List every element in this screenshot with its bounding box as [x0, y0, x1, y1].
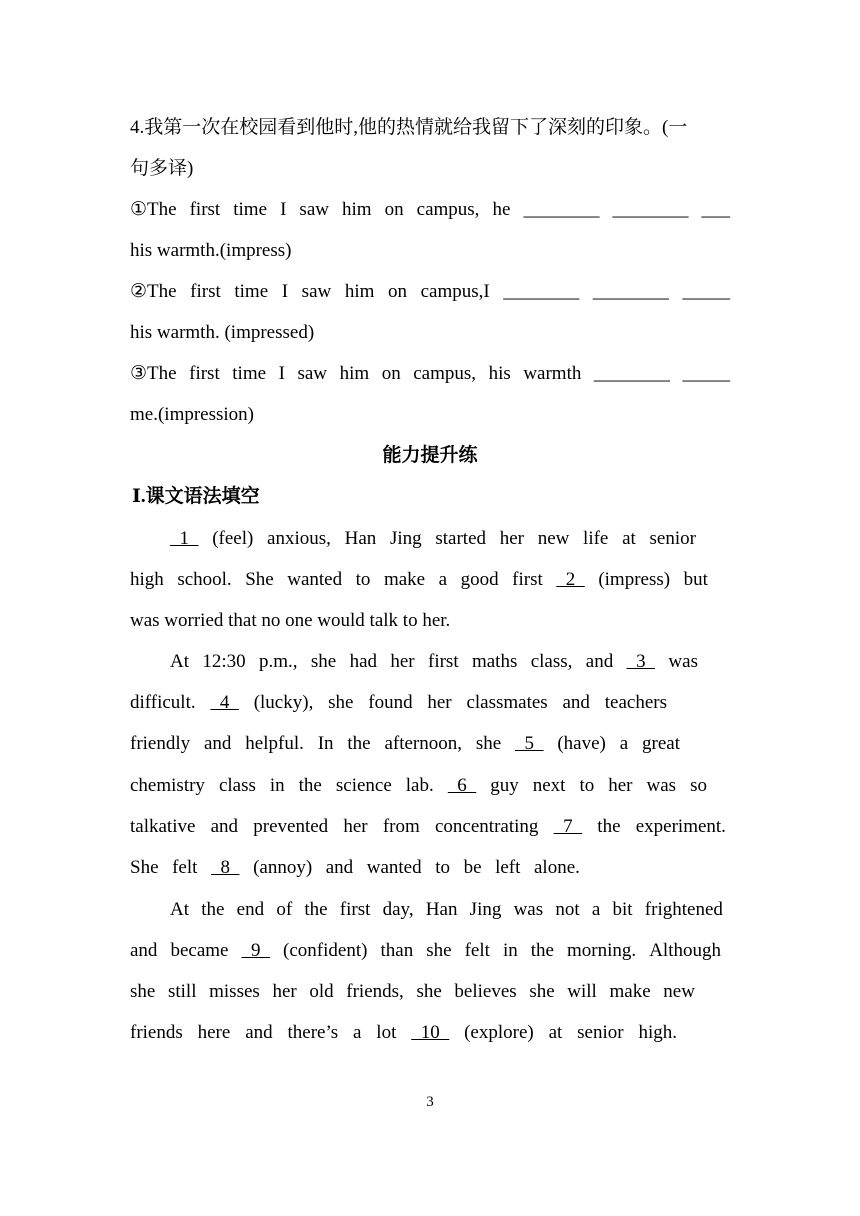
word: guy	[490, 775, 519, 796]
answer-blank: 5	[515, 733, 544, 754]
word: ________	[503, 281, 580, 302]
word: wanted	[287, 569, 343, 590]
word: ①The	[130, 199, 177, 220]
word: senior	[649, 528, 696, 549]
word: teachers	[604, 692, 667, 713]
question-4-title-cont: 句多译)	[130, 158, 194, 179]
word: concentrating	[434, 816, 539, 837]
word: prevented	[253, 816, 329, 837]
word: talkative	[130, 816, 196, 837]
word: her	[608, 775, 633, 796]
section-heading: 能力提升练	[382, 445, 478, 466]
word: new	[663, 981, 695, 1002]
word: so	[690, 775, 707, 796]
sentence-1-line	[130, 198, 730, 222]
word: I	[280, 199, 287, 220]
word: chemistry	[130, 775, 205, 796]
word: a	[353, 1022, 362, 1043]
word: great	[642, 733, 680, 754]
word: she	[475, 733, 502, 754]
word: first	[189, 363, 220, 384]
passage-line	[130, 691, 667, 715]
word: her	[427, 692, 452, 713]
word: the	[304, 899, 328, 920]
word: (impress)	[598, 569, 671, 590]
word: her	[390, 651, 415, 672]
word: She	[245, 569, 274, 590]
word: high	[130, 569, 164, 590]
word: _____	[682, 363, 730, 384]
word: a	[619, 733, 629, 754]
sentence-3-line-2: me.(impression)	[130, 404, 255, 425]
word: make	[383, 569, 426, 590]
word: and	[325, 857, 354, 878]
word: on	[384, 199, 404, 220]
word: there’s	[287, 1022, 339, 1043]
word: p.m.,	[259, 651, 298, 672]
word: was	[513, 899, 544, 920]
word: to	[355, 569, 371, 590]
word: bit	[612, 899, 633, 920]
word: at	[548, 1022, 563, 1043]
word: believes	[454, 981, 517, 1002]
word: first	[339, 899, 371, 920]
word: saw	[301, 281, 332, 302]
answer-blank: 4	[210, 692, 239, 713]
word: campus,I	[420, 281, 490, 302]
word: afternoon,	[384, 733, 462, 754]
word: ③The	[130, 363, 177, 384]
word: misses	[209, 981, 260, 1002]
passage-line: was worried that no one would talk to her.	[130, 610, 451, 631]
word: _____	[682, 281, 730, 302]
word: the	[530, 940, 554, 961]
word: him	[344, 281, 375, 302]
word: make	[609, 981, 651, 1002]
word: him	[342, 199, 372, 220]
word: a	[591, 899, 601, 920]
word: life	[583, 528, 609, 549]
word: 12:30	[202, 651, 246, 672]
word: he	[492, 199, 511, 220]
word: her	[499, 528, 524, 549]
passage-line	[130, 856, 580, 880]
word: (explore)	[464, 1022, 534, 1043]
word: time	[234, 281, 269, 302]
word: In	[317, 733, 334, 754]
word: and	[204, 733, 232, 754]
passage-line	[170, 650, 698, 674]
word: (feel)	[212, 528, 254, 549]
word: (confident)	[283, 940, 368, 961]
word: experiment.	[635, 816, 726, 837]
word: friendly	[130, 733, 191, 754]
word: and	[245, 1022, 273, 1043]
word: I	[278, 363, 285, 384]
word: wanted	[366, 857, 422, 878]
word: felt	[464, 940, 490, 961]
word: his	[488, 363, 511, 384]
word: campus,	[413, 363, 477, 384]
word: felt	[172, 857, 198, 878]
word: the	[347, 733, 371, 754]
word: first	[189, 199, 221, 220]
word: She	[130, 857, 159, 878]
word: senior	[577, 1022, 624, 1043]
word: alone.	[533, 857, 580, 878]
word: from	[382, 816, 420, 837]
word: than	[380, 940, 414, 961]
passage-line	[130, 1021, 677, 1045]
word: a	[438, 569, 448, 590]
word: helpful.	[245, 733, 304, 754]
word: warmth	[523, 363, 582, 384]
word: will	[567, 981, 597, 1002]
word: difficult.	[130, 692, 196, 713]
answer-blank: 1	[170, 528, 199, 549]
word: lot	[376, 1022, 397, 1043]
word: her	[272, 981, 297, 1002]
word: and	[585, 651, 614, 672]
answer-blank: 9	[241, 940, 271, 961]
section-title: Ⅰ.课文语法填空	[132, 486, 260, 507]
word: class,	[530, 651, 573, 672]
word: she	[310, 651, 337, 672]
word: Although	[649, 940, 721, 961]
word: ②The	[130, 281, 177, 302]
passage-line	[130, 568, 708, 592]
word: she	[529, 981, 555, 1002]
word: At	[170, 651, 189, 672]
word: at	[622, 528, 636, 549]
word: of	[276, 899, 293, 920]
answer-blank: 7	[553, 816, 583, 837]
word: science	[335, 775, 392, 796]
word: she	[426, 940, 452, 961]
word: in	[269, 775, 285, 796]
word: to	[435, 857, 450, 878]
sentence-2-line	[130, 280, 730, 304]
word: ________	[523, 199, 600, 220]
word: left	[495, 857, 521, 878]
answer-blank: 3	[626, 651, 656, 672]
word: her	[343, 816, 368, 837]
word: classmates	[466, 692, 548, 713]
word: class	[218, 775, 256, 796]
word: and	[562, 692, 590, 713]
word: the	[201, 899, 225, 920]
word: good	[460, 569, 499, 590]
word: on	[387, 281, 407, 302]
sentence-2-line-2: his warmth. (impressed)	[130, 322, 315, 343]
word: became	[170, 940, 229, 961]
word: time	[233, 199, 268, 220]
word: but	[683, 569, 708, 590]
word: morning.	[567, 940, 637, 961]
passage-line	[130, 815, 726, 839]
passage-line	[130, 939, 721, 963]
sentence-1-line-2: his warmth.(impress)	[130, 240, 292, 261]
word: first	[428, 651, 459, 672]
word: still	[167, 981, 197, 1002]
word: At	[170, 899, 189, 920]
word: friends	[130, 1022, 183, 1043]
word: time	[232, 363, 267, 384]
passage-line	[130, 980, 695, 1004]
word: ___	[701, 199, 730, 220]
answer-blank: 8	[210, 857, 240, 878]
word: the	[597, 816, 621, 837]
word: to	[579, 775, 595, 796]
word: and	[210, 816, 239, 837]
word: school.	[177, 569, 232, 590]
answer-blank: 2	[556, 569, 585, 590]
word: she	[328, 692, 354, 713]
word: she	[130, 981, 156, 1002]
word: Han	[344, 528, 377, 549]
word: Jing	[389, 528, 422, 549]
word: (have)	[557, 733, 606, 754]
word: friends,	[346, 981, 404, 1002]
passage-line	[130, 774, 707, 798]
word: ________	[592, 281, 669, 302]
word: had	[349, 651, 378, 672]
word: campus,	[416, 199, 480, 220]
word: new	[537, 528, 570, 549]
word: saw	[299, 199, 329, 220]
word: be	[463, 857, 482, 878]
passage-line	[130, 732, 680, 756]
answer-blank: 10	[411, 1022, 450, 1043]
word: I	[281, 281, 289, 302]
word: first	[190, 281, 221, 302]
word: ________	[612, 199, 689, 220]
word: in	[502, 940, 518, 961]
word: anxious,	[267, 528, 331, 549]
word: not	[555, 899, 580, 920]
word: found	[368, 692, 413, 713]
word: was	[646, 775, 677, 796]
word: old	[309, 981, 334, 1002]
passage-line	[170, 898, 723, 922]
sentence-3-line	[130, 362, 730, 386]
word: started	[435, 528, 487, 549]
word: day,	[382, 899, 414, 920]
word: and	[130, 940, 158, 961]
word: here	[197, 1022, 231, 1043]
word: Jing	[469, 899, 502, 920]
word: (annoy)	[253, 857, 313, 878]
word: high.	[638, 1022, 677, 1043]
word: saw	[297, 363, 328, 384]
word: the	[298, 775, 322, 796]
word: end	[236, 899, 265, 920]
word: she	[416, 981, 442, 1002]
word: was	[668, 651, 698, 672]
passage-line	[170, 527, 696, 551]
word: ________	[593, 363, 670, 384]
word: Han	[425, 899, 458, 920]
word: maths	[471, 651, 518, 672]
word: (lucky),	[253, 692, 314, 713]
word: lab.	[405, 775, 434, 796]
page-number: 3	[426, 1094, 434, 1110]
question-4-title: 4.我第一次在校园看到他时,他的热情就给我留下了深刻的印象。(一	[130, 117, 688, 138]
word: next	[532, 775, 566, 796]
word: first	[512, 569, 543, 590]
word: him	[339, 363, 370, 384]
word: on	[381, 363, 401, 384]
word: frightened	[644, 899, 723, 920]
answer-blank: 6	[447, 775, 477, 796]
